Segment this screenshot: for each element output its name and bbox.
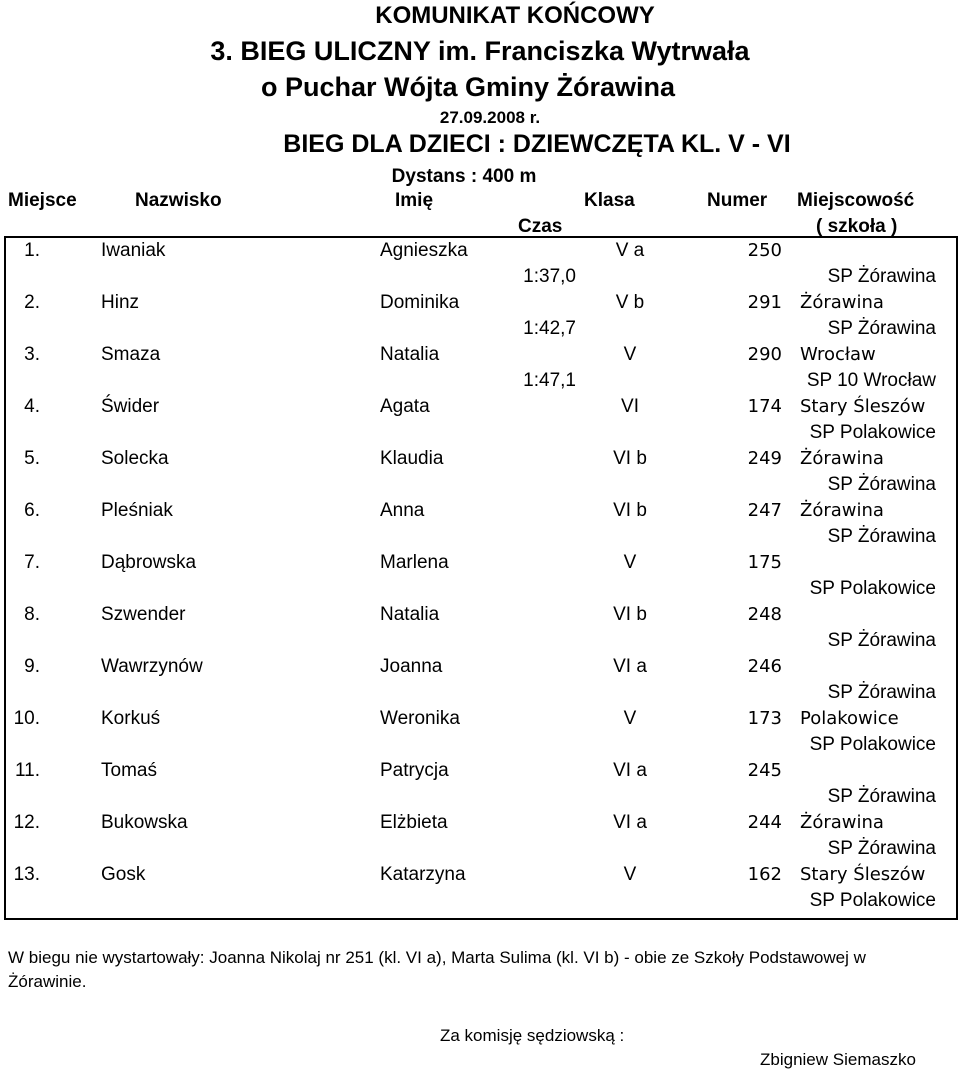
row-school: SP Żórawina (827, 786, 936, 807)
row-first-name: Katarzyna (380, 864, 466, 885)
document-title: KOMUNIKAT KOŃCOWY (375, 2, 655, 29)
row-class: V b (615, 292, 645, 313)
row-first-name: Joanna (380, 656, 443, 677)
row-place: 3. (24, 344, 40, 365)
signer-name: Zbigniew Siemaszko (760, 1050, 916, 1069)
non-starters-note: W biegu nie wystartowały: Joanna Nikolaj nr 251 (kl. VI a), Marta Sulima (kl. VI b) - obie ze Szkoły Podstawowej w Żórawinie. (8, 948, 866, 991)
row-school: SP Polakowice (809, 734, 936, 755)
row-surname: Hinz (101, 292, 140, 313)
row-first-name: Patrycja (380, 760, 449, 781)
row-place: 7. (24, 552, 40, 573)
row-number: 291 (747, 292, 782, 313)
row-place: 5. (24, 448, 40, 469)
row-first-name: Anna (380, 500, 425, 521)
col-surname: Nazwisko (135, 190, 222, 211)
committee-label: Za komisję sędziowską : (440, 1026, 625, 1045)
col-school: ( szkoła ) (816, 216, 898, 237)
row-class: VI a (613, 812, 647, 833)
row-time: 1:42,7 (523, 318, 576, 339)
row-first-name: Natalia (380, 604, 440, 625)
row-time: 1:47,1 (523, 370, 576, 391)
row-school: SP Żórawina (827, 838, 936, 859)
row-class: V (623, 864, 637, 885)
table-row (0, 552, 960, 604)
row-city: Żórawina (800, 292, 884, 313)
table-row (0, 864, 960, 916)
row-number: 162 (747, 864, 782, 885)
row-city: Żórawina (800, 500, 884, 521)
row-place: 10. (13, 708, 40, 729)
table-row (0, 708, 960, 760)
row-place: 1. (24, 240, 40, 261)
row-surname: Iwaniak (101, 240, 166, 261)
row-class: V (623, 552, 637, 573)
row-surname: Szwender (101, 604, 186, 625)
table-row (0, 500, 960, 552)
row-surname: Solecka (101, 448, 169, 469)
table-row (0, 760, 960, 812)
event-name: 3. BIEG ULICZNY im. Franciszka Wytrwała (210, 36, 750, 66)
row-city: Polakowice (800, 708, 899, 729)
row-school: SP Polakowice (809, 890, 936, 911)
event-trophy: o Puchar Wójta Gminy Żórawina (260, 72, 676, 102)
row-number: 173 (747, 708, 782, 729)
row-number: 248 (747, 604, 782, 625)
row-city: Żórawina (800, 448, 884, 469)
col-time: Czas (518, 216, 563, 237)
row-surname: Dąbrowska (101, 552, 197, 573)
row-class: VI b (613, 500, 647, 521)
row-school: SP Żórawina (827, 630, 936, 651)
row-place: 2. (24, 292, 40, 313)
row-class: VI b (613, 448, 647, 469)
row-first-name: Elżbieta (380, 812, 448, 833)
row-number: 175 (747, 552, 782, 573)
row-number: 247 (747, 500, 782, 521)
row-school: SP 10 Wrocław (806, 370, 936, 391)
row-first-name: Marlena (380, 552, 449, 573)
table-row (0, 448, 960, 500)
row-school: SP Żórawina (827, 266, 936, 287)
row-surname: Tomaś (101, 760, 157, 781)
row-first-name: Klaudia (380, 448, 444, 469)
col-first-name: Imię (395, 190, 434, 211)
row-class: V (623, 708, 637, 729)
row-surname: Pleśniak (101, 500, 173, 521)
row-place: 12. (13, 812, 40, 833)
row-number: 244 (747, 812, 782, 833)
table-row (0, 656, 960, 708)
row-number: 245 (747, 760, 782, 781)
row-class: V (623, 344, 637, 365)
row-city: Żórawina (800, 812, 884, 833)
row-city: Stary Śleszów (800, 396, 926, 417)
table-row (0, 396, 960, 448)
table-row (0, 344, 960, 396)
row-number: 249 (747, 448, 782, 469)
row-surname: Gosk (101, 864, 146, 885)
row-place: 9. (24, 656, 40, 677)
table-row (0, 604, 960, 656)
row-surname: Wawrzynów (101, 656, 203, 677)
row-number: 290 (747, 344, 782, 365)
row-first-name: Agata (380, 396, 430, 417)
row-first-name: Natalia (380, 344, 440, 365)
table-row (0, 812, 960, 864)
race-distance: Dystans : 400 m (391, 166, 537, 187)
row-class: VI a (613, 656, 647, 677)
row-school: SP Polakowice (809, 422, 936, 443)
row-first-name: Dominika (380, 292, 460, 313)
row-place: 8. (24, 604, 40, 625)
race-category: BIEG DLA DZIECI : DZIEWCZĘTA KL. V - VI (283, 130, 791, 158)
row-school: SP Żórawina (827, 682, 936, 703)
row-class: V a (615, 240, 645, 261)
row-school: SP Żórawina (827, 318, 936, 339)
col-city: Miejscowość (797, 190, 915, 211)
row-number: 174 (747, 396, 782, 417)
row-school: SP Polakowice (809, 578, 936, 599)
row-first-name: Weronika (380, 708, 460, 729)
row-school: SP Żórawina (827, 474, 936, 495)
row-time: 1:37,0 (523, 266, 576, 287)
row-city: Stary Śleszów (800, 864, 926, 885)
row-place: 13. (13, 864, 40, 885)
row-place: 6. (24, 500, 40, 521)
row-city: Wrocław (800, 344, 876, 365)
row-number: 250 (747, 240, 782, 261)
col-class: Klasa (584, 190, 635, 211)
table-row (0, 240, 960, 292)
row-place: 11. (14, 760, 40, 781)
row-surname: Świder (101, 396, 160, 417)
row-class: VI a (613, 760, 647, 781)
event-date: 27.09.2008 r. (439, 108, 541, 127)
col-number: Numer (707, 190, 768, 211)
row-class: VI (621, 396, 639, 417)
row-surname: Bukowska (101, 812, 188, 833)
row-number: 246 (747, 656, 782, 677)
row-school: SP Żórawina (827, 526, 936, 547)
row-place: 4. (24, 396, 40, 417)
row-first-name: Agnieszka (380, 240, 468, 261)
table-row (0, 292, 960, 344)
row-class: VI b (613, 604, 647, 625)
row-surname: Korkuś (101, 708, 161, 729)
col-place: Miejsce (8, 190, 77, 211)
row-surname: Smaza (101, 344, 161, 365)
